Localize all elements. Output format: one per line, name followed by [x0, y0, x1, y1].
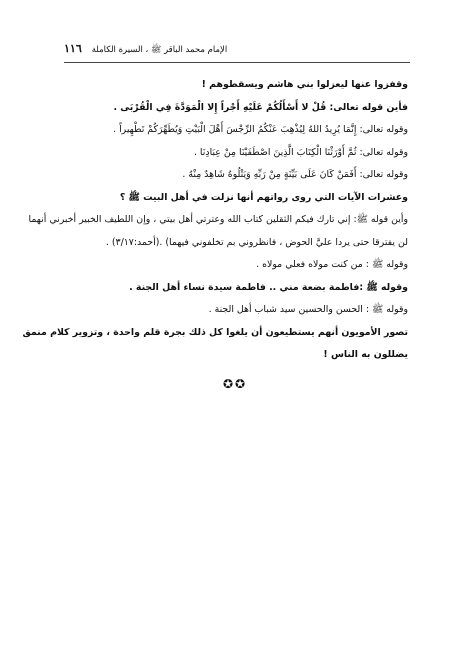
text-line: وأين قوله ﷺ: إني تارك فيكم الثقلين كتاب الله وعترتي أهل بيتي ، وإن اللطيف الخبير أخبرني أنهما	[28, 214, 408, 225]
text-line: وقوله تعالى: إِنَّمَا يُرِيدُ اللهُ لِيُذْهِبَ عَنْكُمُ الرِّجْسَ أَهْلَ الْبَيْتِ وَيُطَهِّرَكُمْ تَطْهِيراً .	[113, 124, 408, 135]
page-header	[64, 42, 410, 63]
text-line: لن يفترقا حتى يردا عليَّ الحوض ، فانظروني بم تخلفوني فيهما) .(أحمد:٣/١٧) .	[105, 236, 408, 248]
text-line: فأين قوله تعالى: قُلْ لا أَسْأَلُكُمْ عَلَيْهِ أَجْراً إِلا الْمَوَدَّةَ فِي الْقُرْبَى .	[113, 101, 408, 113]
text-line: وقوله تعالى: ثُمَّ أَوْرَثْنَا الْكِتَابَ الَّذِينَ اصْطَفَيْنَا مِنْ عِبَادِنَا .	[193, 146, 408, 158]
text-line: وقوله تعالى: أَفَمَنْ كَانَ عَلَى بَيِّنَةٍ مِنْ رَبِّهِ وَيَتْلُوهُ شَاهِدٌ مِنْهُ .	[182, 169, 408, 180]
text-line: تصور الأمويون أنهم يستطيعون أن يلغوا كل ذلك بجرة قلم واحدة ، وتزوير كلام منمق	[22, 326, 408, 338]
section-end-ornament: ✪✪	[222, 376, 248, 391]
body-text	[22, 74, 408, 395]
text-line: وقوله ﷺ :فاطمة بضعة مني .. فاطمة سيدة نساء أهل الجنة .	[129, 281, 408, 293]
running-title: الإمام محمد الباقر ﷺ ، السيرة الكاملة	[91, 45, 228, 55]
text-line: وقوله ﷺ : الحسن والحسين سيد شباب أهل الجنة .	[208, 304, 408, 315]
page-number: ١١٦	[64, 42, 82, 55]
text-line: وقفزوا عنها ليعزلوا بني هاشم ويسقطوهم !	[201, 79, 408, 90]
text-line: وعشرات الآيات التي روى رواتهم أنها نزلت في أهل البيت ﷺ ؟	[119, 191, 408, 203]
text-line: وقوله ﷺ : من كنت مولاه فعلي مولاه .	[256, 259, 408, 270]
text-line: يضللون به الناس !	[323, 349, 408, 360]
